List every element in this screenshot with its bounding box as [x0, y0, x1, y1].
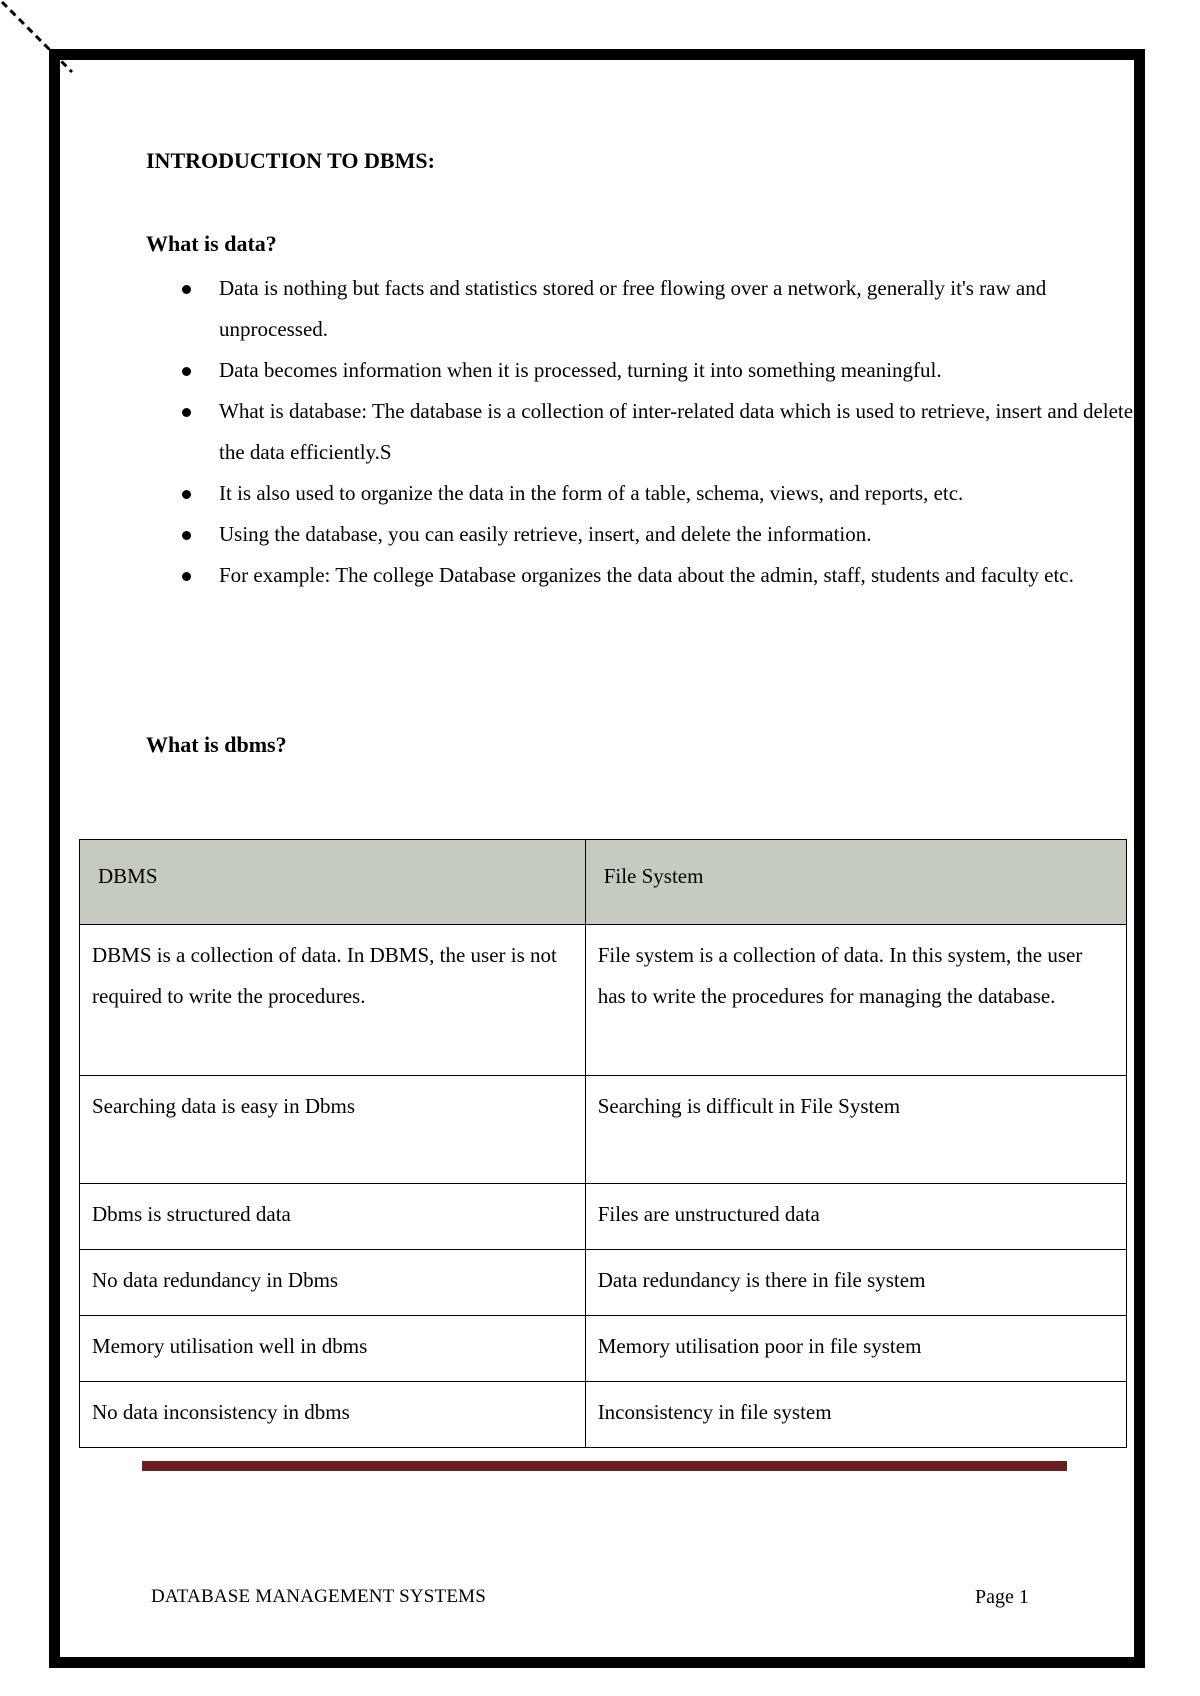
table-cell: Searching data is easy in Dbms	[80, 1076, 586, 1184]
table-cell: File system is a collection of data. In this system, the user has to write the procedures for managing the database.	[585, 925, 1126, 1076]
header-file-system: File System	[585, 840, 1126, 925]
table-cell: Memory utilisation well in dbms	[80, 1316, 586, 1382]
page-title: INTRODUCTION TO DBMS:	[146, 148, 435, 173]
bullet-item: Data becomes information when it is processed, turning it into something meaningful.	[219, 350, 1139, 391]
table-cell: No data redundancy in Dbms	[80, 1250, 586, 1316]
heading-what-is-dbms: What is dbms?	[146, 732, 287, 757]
header-dbms: DBMS	[80, 840, 586, 925]
table-row	[80, 925, 1127, 1076]
table-row	[80, 1250, 1127, 1316]
footer-title: DATABASE MANAGEMENT SYSTEMS	[151, 1586, 487, 1607]
table-header-row	[80, 840, 1127, 925]
footer-rule	[142, 1461, 1067, 1471]
table-cell: DBMS is a collection of data. In DBMS, the user is not required to write the procedures.	[80, 925, 586, 1076]
table-row	[80, 1316, 1127, 1382]
table-row	[80, 1382, 1127, 1448]
table-cell: Memory utilisation poor in file system	[585, 1316, 1126, 1382]
bullet-item: It is also used to organize the data in the form of a table, schema, views, and reports, etc.	[219, 473, 1139, 514]
table-cell: Searching is difficult in File System	[585, 1076, 1126, 1184]
table-cell: Files are unstructured data	[585, 1184, 1126, 1250]
table-cell: Data redundancy is there in file system	[585, 1250, 1126, 1316]
page-number: Page 1	[975, 1586, 1029, 1608]
data-bullet-list	[146, 268, 1139, 596]
table-cell: Dbms is structured data	[80, 1184, 586, 1250]
bullet-item: For example: The college Database organizes the data about the admin, staff, students and faculty etc.	[219, 555, 1139, 596]
heading-what-is-data: What is data?	[146, 231, 277, 256]
table-row	[80, 1184, 1127, 1250]
table-row	[80, 1076, 1127, 1184]
bullet-item: What is database: The database is a collection of inter-related data which is used to retrieve, insert and delete the data efficiently.S	[219, 391, 1139, 473]
bullet-item: Using the database, you can easily retrieve, insert, and delete the information.	[219, 514, 1139, 555]
bullet-item: Data is nothing but facts and statistics stored or free flowing over a network, generally it's raw and unprocessed.	[219, 268, 1139, 350]
comparison-table	[79, 839, 1127, 1448]
table-cell: Inconsistency in file system	[585, 1382, 1126, 1448]
table-cell: No data inconsistency in dbms	[80, 1382, 586, 1448]
